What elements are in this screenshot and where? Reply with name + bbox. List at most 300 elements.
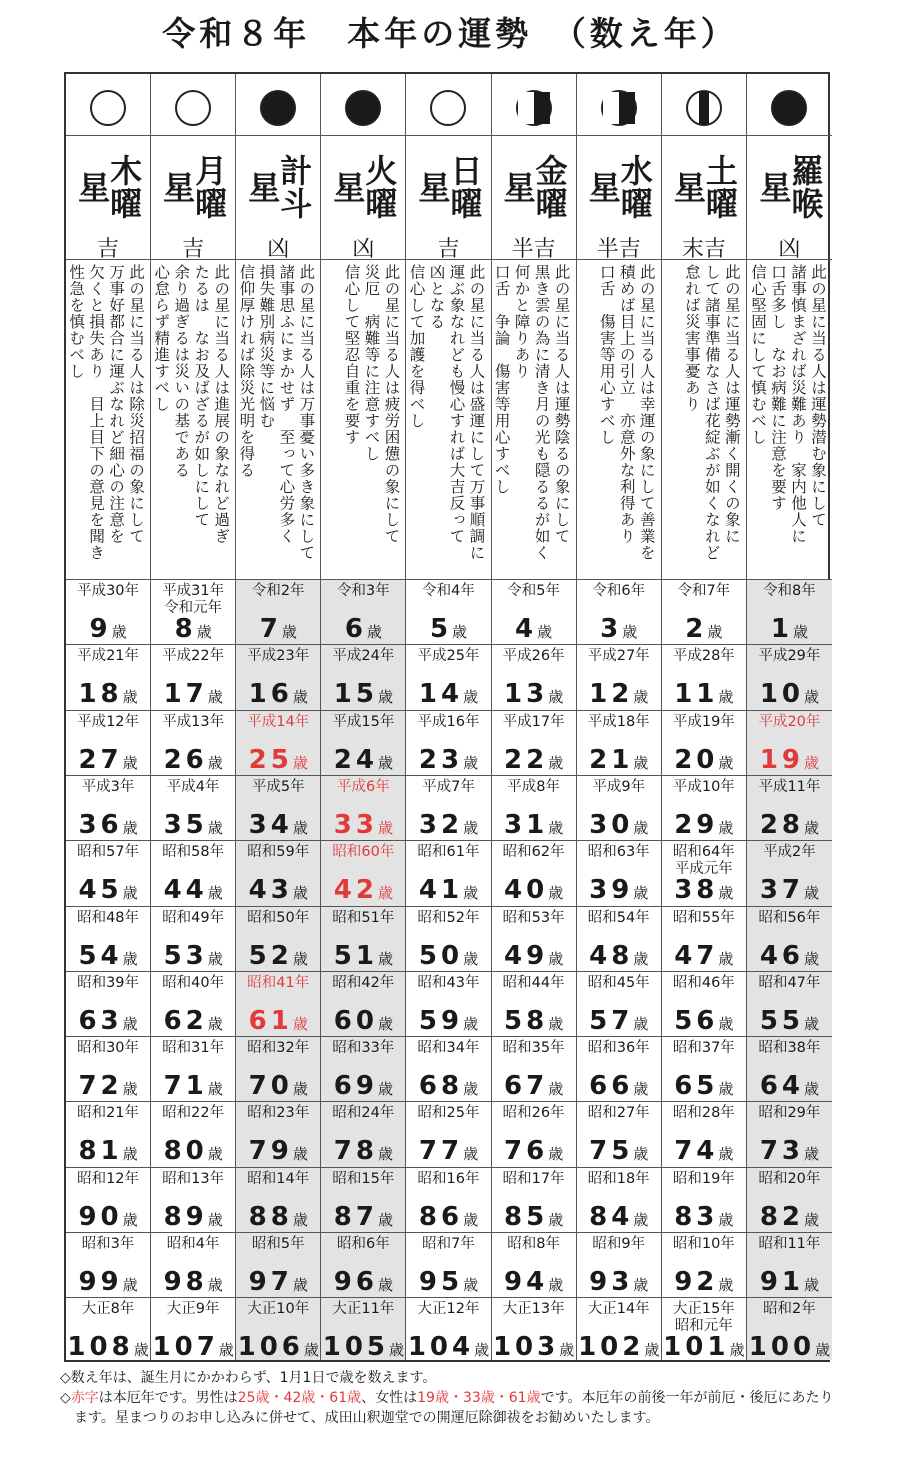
birth-year: 平成27年 — [587, 648, 650, 665]
age-number: 97 — [248, 1267, 293, 1297]
age-cell — [662, 971, 746, 1036]
age-value — [747, 1332, 832, 1362]
age-number: 54 — [78, 940, 123, 971]
fortune-description: 此の星に当る人は運勢潜む象にして 諸事慎まざれば災難あり 家内他人に 口舌多し なお病難に注意を要す 信心堅固にして慎むべし — [748, 264, 827, 545]
age-value — [747, 1071, 832, 1101]
age-number: 107 — [152, 1332, 219, 1363]
birth-year: 昭和58年 — [162, 844, 225, 861]
age-unit: 歳 — [292, 753, 308, 772]
birth-year: 昭和27年 — [587, 1105, 650, 1122]
birth-year: 大正13年 — [502, 1301, 565, 1318]
age-unit: 歳 — [207, 949, 223, 968]
age-number: 74 — [674, 1136, 719, 1167]
birth-year: 昭和41年 — [247, 974, 310, 991]
age-number: 75 — [589, 1136, 634, 1167]
age-value — [236, 941, 320, 971]
fortune-description: 此の星に当る人は除災招福の象にして 万事好都合に運ぶなれど細心の注意を 欠くと損失あり 目上目下の意見を聞き 性急を慎むべし — [67, 264, 146, 561]
age-number: 83 — [674, 1201, 719, 1232]
age-number: 61 — [248, 1005, 293, 1036]
birth-year: 平成19年 — [672, 713, 735, 730]
age-cell — [151, 840, 235, 905]
age-value — [236, 745, 320, 775]
note-text-a: は本厄年です。男性は — [98, 1390, 238, 1406]
birth-year: 昭和26年 — [502, 1105, 565, 1122]
age-cell — [66, 906, 150, 971]
age-value — [577, 810, 661, 840]
star-name: 火曜星 — [328, 154, 399, 220]
birth-year: 大正9年 — [166, 1301, 220, 1318]
age-cell — [662, 1232, 746, 1297]
age-value — [577, 679, 661, 709]
note-male-ages: 25歳・42歳・61歳 — [237, 1390, 362, 1406]
birth-year: 令和6年 — [592, 583, 646, 599]
fortune-chart — [64, 72, 830, 1362]
birth-year: 大正15年 昭和元年 — [672, 1301, 735, 1335]
birth-year: 昭和55年 — [672, 909, 735, 926]
age-cell — [406, 1036, 490, 1101]
age-number: 22 — [504, 744, 549, 775]
age-number: 50 — [418, 940, 464, 971]
age-value — [236, 1332, 320, 1362]
star-column — [321, 74, 406, 1363]
age-number: 70 — [248, 1071, 293, 1102]
age-value — [66, 941, 150, 971]
age-number: 46 — [759, 940, 805, 971]
age-cell — [321, 906, 405, 971]
age-cell — [406, 710, 490, 775]
age-value — [747, 1006, 832, 1036]
birth-year: 昭和39年 — [77, 974, 140, 991]
fortune-label: 凶 — [352, 237, 375, 262]
birth-year: 昭和56年 — [758, 909, 821, 926]
age-value — [662, 1136, 746, 1166]
age-number: 11 — [674, 679, 719, 710]
age-unit: 歳 — [207, 1080, 223, 1099]
birth-year: 昭和52年 — [417, 909, 480, 926]
age-cell — [236, 906, 320, 971]
birth-year: 昭和62年 — [502, 844, 565, 861]
age-number: 98 — [163, 1267, 208, 1297]
age-value — [321, 1071, 405, 1101]
age-number: 28 — [759, 809, 805, 840]
birth-year: 平成28年 — [672, 648, 735, 665]
age-cell — [662, 1167, 746, 1232]
birth-year: 平成3年 — [81, 778, 135, 795]
age-unit: 歳 — [633, 1014, 649, 1033]
fortune-description: 此の星に当る人は運勢漸く開くの象に して諸事準備なさば花綻ぶが如くなれど 怠れば災害事憂あり — [682, 264, 741, 561]
age-number: 82 — [759, 1201, 805, 1232]
age-unit: 歳 — [804, 1080, 820, 1099]
fortune-description: 此の星に当る人は運勢陰るの象にして 黒き雲の為に清き月の光も隠るるが如く 何かと障りあり 口舌 争論 傷害等用心すべし — [492, 264, 571, 561]
birth-year: 昭和46年 — [672, 974, 735, 991]
birth-year: 昭和40年 — [162, 974, 225, 991]
age-unit: 歳 — [804, 1014, 820, 1033]
age-value — [151, 875, 235, 905]
age-cell — [577, 971, 661, 1036]
birth-year: 平成20年 — [758, 713, 821, 730]
age-value — [492, 1136, 576, 1166]
age-number: 76 — [504, 1136, 549, 1167]
age-value — [492, 1332, 576, 1362]
age-value — [321, 1136, 405, 1166]
birth-year: 平成12年 — [77, 713, 140, 730]
age-cell — [321, 1232, 405, 1297]
age-cell — [406, 775, 490, 840]
name-divider — [151, 74, 235, 260]
age-cell — [151, 579, 235, 644]
age-number: 10 — [759, 679, 805, 710]
age-number: 108 — [67, 1332, 134, 1363]
age-number: 79 — [248, 1136, 293, 1167]
birth-year: 昭和33年 — [332, 1040, 395, 1057]
age-cell — [406, 1232, 490, 1297]
birth-year: 大正8年 — [81, 1301, 135, 1318]
birth-year: 昭和9年 — [592, 1236, 646, 1252]
age-value — [321, 1332, 405, 1362]
age-cell — [747, 710, 832, 775]
age-cell — [492, 906, 576, 971]
age-cell — [236, 971, 320, 1036]
star-name: 計斗星 — [243, 154, 314, 220]
age-number: 95 — [418, 1267, 464, 1297]
fortune-label: 吉 — [97, 237, 120, 262]
age-number: 64 — [759, 1071, 805, 1102]
age-number: 94 — [504, 1267, 549, 1297]
star-name: 土曜星 — [668, 154, 739, 220]
age-unit: 歳 — [804, 688, 820, 707]
age-unit: 歳 — [377, 884, 393, 903]
age-value — [66, 1202, 150, 1232]
age-number: 105 — [322, 1332, 390, 1363]
age-unit: 歳 — [292, 949, 308, 968]
fortune-label: 半吉 — [596, 237, 641, 262]
birth-year: 昭和13年 — [162, 1170, 225, 1187]
fortune-description: 此の星に当る人は幸運の象にして善業を 積めば目上の引立 亦意外な利得あり 口舌 傷害等用心すべし — [597, 264, 656, 561]
age-cell — [66, 775, 150, 840]
birth-year: 昭和21年 — [77, 1105, 140, 1122]
age-cell — [747, 971, 832, 1036]
age-cell — [577, 775, 661, 840]
age-value — [577, 1071, 661, 1101]
birth-year: 昭和25年 — [417, 1105, 480, 1122]
age-number: 7 — [259, 614, 282, 644]
age-cell — [66, 644, 150, 709]
age-cell — [747, 775, 832, 840]
age-number: 18 — [78, 679, 123, 710]
age-unit: 歳 — [718, 884, 734, 903]
age-cell — [492, 1232, 576, 1297]
birth-year: 昭和48年 — [77, 909, 140, 926]
age-unit: 歳 — [718, 753, 734, 772]
age-value — [66, 1332, 150, 1362]
age-value — [406, 1202, 490, 1232]
name-divider — [321, 74, 405, 260]
age-unit: 歳 — [292, 884, 308, 903]
age-number: 68 — [418, 1071, 464, 1102]
age-value — [492, 941, 576, 971]
age-number: 4 — [515, 614, 538, 644]
age-number: 42 — [333, 875, 378, 906]
age-unit: 歳 — [707, 623, 723, 641]
age-cell — [66, 840, 150, 905]
age-unit: 歳 — [207, 1145, 223, 1164]
age-number: 66 — [589, 1071, 634, 1102]
age-unit: 歳 — [122, 1014, 138, 1033]
birth-year: 平成23年 — [247, 648, 310, 665]
note-red-label: 赤字 — [70, 1390, 99, 1406]
age-number: 14 — [418, 679, 464, 710]
age-value — [662, 1006, 746, 1036]
age-number: 52 — [248, 940, 293, 971]
birth-year: 昭和16年 — [417, 1170, 480, 1187]
age-value — [151, 1006, 235, 1036]
age-value — [406, 941, 490, 971]
star-column — [577, 74, 662, 1363]
birth-year: 昭和57年 — [77, 844, 140, 861]
age-cell — [406, 1167, 490, 1232]
age-value — [406, 1332, 490, 1362]
age-cell — [577, 1232, 661, 1297]
birth-year: 平成2年 — [763, 844, 816, 861]
age-value — [492, 679, 576, 709]
age-cell — [577, 1036, 661, 1101]
birth-year: 平成17年 — [502, 713, 565, 730]
age-value — [66, 1006, 150, 1036]
age-value — [151, 1071, 235, 1101]
birth-year: 平成7年 — [422, 778, 475, 795]
age-number: 92 — [674, 1267, 719, 1297]
age-unit: 歳 — [207, 688, 223, 707]
age-value — [236, 1267, 320, 1297]
age-value — [151, 941, 235, 971]
age-value — [662, 941, 746, 971]
age-value — [577, 1006, 661, 1036]
age-value — [321, 1006, 405, 1036]
age-value — [236, 679, 320, 709]
age-cell — [492, 1101, 576, 1166]
age-unit: 歳 — [377, 688, 393, 707]
age-value — [577, 1267, 661, 1297]
age-number: 102 — [578, 1332, 645, 1363]
age-unit: 歳 — [463, 753, 479, 772]
age-number: 88 — [248, 1201, 293, 1232]
age-unit: 歳 — [122, 884, 138, 903]
star-column — [236, 74, 321, 1363]
age-unit: 歳 — [804, 1145, 820, 1164]
age-unit: 歳 — [281, 623, 297, 641]
age-cell — [66, 1297, 150, 1362]
age-number: 103 — [492, 1332, 560, 1363]
age-number: 21 — [589, 744, 634, 775]
age-unit: 歳 — [633, 1210, 649, 1229]
age-value — [406, 810, 490, 840]
age-cell — [747, 1167, 832, 1232]
birth-year: 平成30年 — [77, 583, 140, 599]
age-value — [236, 1006, 320, 1036]
fortune-label: 末吉 — [681, 237, 726, 262]
birth-year: 昭和49年 — [162, 909, 225, 926]
age-number: 87 — [333, 1201, 378, 1232]
star-name: 羅喉星 — [754, 154, 825, 220]
birth-year: 昭和45年 — [587, 974, 650, 991]
birth-year: 昭和4年 — [166, 1236, 220, 1252]
name-divider — [492, 74, 576, 260]
fortune-description: 此の星に当る人は盛運にして万事順調に 運ぶ象なれども慢心すれば大吉反って 凶となる 信心して加護を得べし — [407, 264, 486, 561]
age-value — [66, 810, 150, 840]
age-number: 77 — [418, 1136, 464, 1167]
birth-year: 平成31年 令和元年 — [162, 583, 225, 616]
age-number: 33 — [333, 809, 378, 840]
age-unit: 歳 — [122, 753, 138, 772]
age-unit: 歳 — [729, 1341, 745, 1360]
age-number: 56 — [674, 1005, 719, 1036]
age-value — [151, 745, 235, 775]
age-value — [662, 1202, 746, 1232]
page-title: 令和８年 本年の運勢 （数え年） — [162, 14, 738, 53]
age-cell — [321, 579, 405, 644]
age-value — [151, 810, 235, 840]
age-unit: 歳 — [207, 818, 223, 837]
age-unit: 歳 — [122, 1145, 138, 1164]
age-unit: 歳 — [804, 949, 820, 968]
age-unit: 歳 — [463, 818, 479, 837]
birth-year: 平成13年 — [162, 713, 225, 730]
age-value — [492, 1267, 576, 1297]
age-cell — [151, 1232, 235, 1297]
age-unit: 歳 — [548, 1210, 564, 1229]
birth-year: 平成24年 — [332, 648, 395, 665]
age-cell — [321, 1036, 405, 1101]
birth-year: 昭和20年 — [758, 1170, 821, 1187]
age-cell — [662, 1297, 746, 1362]
age-value — [406, 1071, 490, 1101]
age-cell — [406, 906, 490, 971]
age-unit: 歳 — [559, 1341, 575, 1360]
birth-year: 昭和54年 — [587, 909, 650, 926]
age-unit: 歳 — [303, 1341, 319, 1360]
age-cell — [236, 775, 320, 840]
birth-year: 平成5年 — [251, 778, 305, 795]
age-number: 20 — [674, 744, 719, 775]
age-cell — [236, 840, 320, 905]
age-unit: 歳 — [718, 1145, 734, 1164]
fortune-label: 吉 — [182, 237, 205, 262]
birth-year: 昭和29年 — [758, 1105, 821, 1122]
age-cell — [577, 840, 661, 905]
age-unit: 歳 — [804, 884, 820, 903]
age-number: 53 — [163, 940, 208, 971]
age-value — [406, 1136, 490, 1166]
age-cell — [321, 775, 405, 840]
age-cell — [151, 644, 235, 709]
age-unit: 歳 — [207, 884, 223, 903]
age-value — [662, 745, 746, 775]
age-number: 57 — [589, 1005, 634, 1036]
age-cell — [66, 1101, 150, 1166]
age-value — [662, 1267, 746, 1297]
age-value — [236, 1071, 320, 1101]
age-number: 13 — [504, 679, 549, 710]
birth-year: 大正12年 — [417, 1301, 480, 1318]
age-number: 29 — [674, 809, 719, 840]
age-number: 63 — [78, 1005, 123, 1036]
birth-year: 昭和64年 平成元年 — [672, 844, 735, 878]
name-divider — [406, 74, 490, 260]
age-unit: 歳 — [718, 1210, 734, 1229]
birth-year: 昭和38年 — [758, 1040, 821, 1057]
age-value — [492, 1202, 576, 1232]
age-value — [236, 1202, 320, 1232]
age-unit: 歳 — [292, 818, 308, 837]
age-cell — [492, 579, 576, 644]
age-unit: 歳 — [633, 688, 649, 707]
age-unit: 歳 — [377, 949, 393, 968]
age-value — [747, 745, 832, 775]
age-cell — [151, 710, 235, 775]
age-value — [577, 941, 661, 971]
birth-year: 昭和53年 — [502, 909, 565, 926]
age-number: 60 — [333, 1005, 378, 1036]
birth-year: 昭和22年 — [162, 1105, 225, 1122]
age-number: 35 — [163, 809, 208, 840]
age-value — [577, 1202, 661, 1232]
age-number: 37 — [759, 875, 805, 906]
age-cell — [577, 644, 661, 709]
age-cell — [577, 1297, 661, 1362]
age-cell — [321, 840, 405, 905]
age-number: 16 — [248, 679, 293, 710]
age-value — [151, 614, 235, 644]
birth-year: 昭和28年 — [672, 1105, 735, 1122]
age-unit: 歳 — [389, 1341, 405, 1360]
star-name: 月曜星 — [158, 154, 229, 220]
birth-year: 平成4年 — [166, 778, 220, 795]
age-value — [321, 875, 405, 905]
age-value — [66, 1136, 150, 1166]
age-cell — [492, 775, 576, 840]
age-number: 6 — [344, 614, 367, 644]
age-number: 51 — [333, 940, 378, 971]
star-column — [662, 74, 747, 1363]
age-cell — [747, 906, 832, 971]
birth-year: 平成25年 — [417, 648, 480, 665]
age-unit: 歳 — [548, 884, 564, 903]
age-value — [66, 875, 150, 905]
age-number: 81 — [78, 1136, 123, 1167]
star-column — [66, 74, 151, 1363]
name-divider — [662, 74, 746, 260]
age-cell — [321, 710, 405, 775]
age-number: 34 — [248, 809, 293, 840]
age-unit: 歳 — [207, 753, 223, 772]
birth-year: 令和8年 — [763, 583, 816, 599]
birth-year: 令和3年 — [337, 583, 390, 599]
age-cell — [747, 1036, 832, 1101]
birth-year: 平成26年 — [502, 648, 565, 665]
age-number: 101 — [663, 1332, 730, 1363]
age-cell — [577, 579, 661, 644]
age-number: 55 — [759, 1005, 805, 1036]
age-value — [406, 875, 490, 905]
age-number: 85 — [504, 1201, 549, 1232]
birth-year: 令和5年 — [507, 583, 560, 599]
age-value — [236, 810, 320, 840]
age-unit: 歳 — [218, 1341, 234, 1360]
birth-year: 令和4年 — [422, 583, 475, 599]
note-line-3: ます。星まつりのお申し込みに併せて、成田山釈迦堂での開運厄除御祓をお勧めいたします。 — [74, 1410, 660, 1426]
birth-year: 昭和59年 — [247, 844, 310, 861]
age-cell — [321, 1297, 405, 1362]
